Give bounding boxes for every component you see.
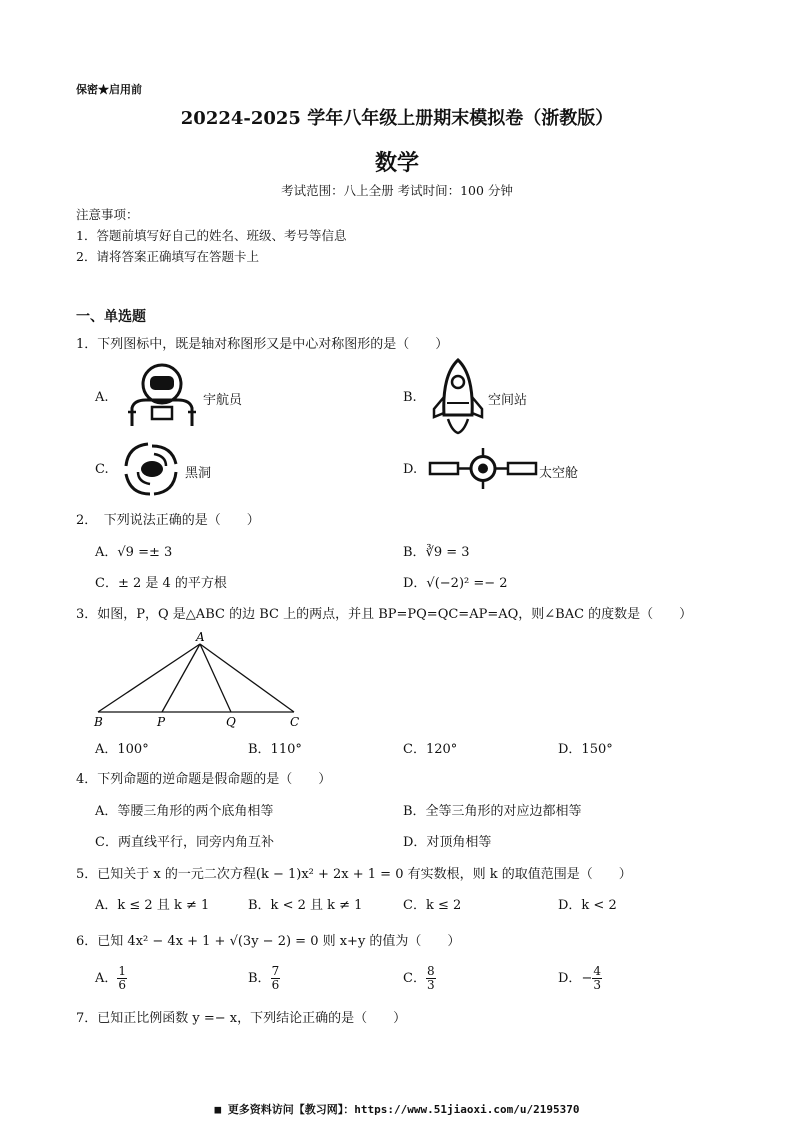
q1-option-d-letter: D. [403, 462, 418, 477]
exam-scope: 考试范围：八上全册 考试时间：100 分钟 [281, 183, 513, 198]
fraction-denominator: 6 [271, 978, 280, 992]
black-hole-icon [120, 438, 184, 500]
q6-option-c-letter: C． [403, 971, 426, 986]
q6-option-a-letter: A． [95, 971, 118, 986]
q1-option-b-letter: B. [403, 390, 417, 405]
subject-title: 数学 [374, 150, 419, 176]
q1-option-d-label: 太空舱 [539, 466, 579, 481]
q5-option-d: D．k < 2 [558, 898, 617, 913]
notes-item: 1．答题前填写好自己的姓名、班级、考号等信息 [76, 228, 347, 243]
point-q-label: Q [226, 715, 236, 729]
notes-block [76, 204, 346, 267]
question-1-stem: 1．下列图标中，既是轴对称图形又是中心对称图形的是（ ） [76, 337, 449, 352]
q4-option-c: C．两直线平行，同旁内角互补 [95, 835, 274, 850]
fraction-numerator: 7 [271, 964, 280, 978]
exam-title: 20224-2025 学年八年级上册期末模拟卷（浙教版） [180, 108, 614, 129]
q1-option-a-label: 宇航员 [203, 393, 243, 408]
fraction-numerator: 4 [593, 964, 601, 978]
fraction-denominator: 3 [593, 978, 601, 992]
q6-option-a-fraction [117, 965, 127, 992]
q2-option-c: C．± 2 是 4 的平方根 [95, 576, 227, 591]
question-5-stem: 5．已知关于 x 的一元二次方程(k − 1)x² + 2x + 1 = 0 有实数根，则 k 的取值范围是（ ） [76, 867, 632, 882]
fraction-numerator: 8 [426, 964, 435, 978]
footer-link[interactable]: ■ 更多资料访问【教习网】：https://www.51jiaoxi.com/u/2195370 [214, 1103, 580, 1116]
q6-option-b [248, 965, 280, 992]
q3-option-a: A．100° [95, 742, 149, 757]
q4-option-a: A．等腰三角形的两个底角相等 [95, 804, 274, 819]
q6-option-d-sign: − [581, 971, 593, 986]
q6-option-d [558, 965, 602, 992]
q6-option-b-letter: B． [248, 971, 271, 986]
notes-item: 2．请将答案正确填写在答题卡上 [76, 249, 259, 264]
q6-option-b-fraction [271, 965, 281, 992]
q6-option-c [403, 965, 436, 992]
q2-option-d: D．√(−2)² =− 2 [403, 576, 508, 591]
vertex-b-label: B [94, 715, 103, 729]
q6-option-c-fraction [426, 965, 436, 992]
question-6-stem: 6．已知 4x² − 4x + 1 + √(3y − 2) = 0 则 x+y 的值为（ ） [76, 934, 461, 949]
question-3-stem: 3．如图，P，Q 是△ABC 的边 BC 上的两点，并且 BP=PQ=QC=AP=AQ，则∠BAC 的度数是（ ） [76, 607, 693, 622]
astronaut-icon [126, 362, 198, 428]
q3-option-b: B．110° [248, 742, 302, 757]
point-p-label: P [157, 715, 166, 729]
question-4-stem: 4．下列命题的逆命题是假命题的是（ ） [76, 772, 332, 787]
fraction-denominator: 3 [426, 978, 435, 992]
q3-option-c: C．120° [403, 742, 458, 757]
q1-option-c-label: 黑洞 [185, 466, 212, 481]
fraction-numerator: 1 [118, 964, 127, 978]
q6-option-a [95, 965, 127, 992]
q2-option-b: B．∛9 = 3 [403, 545, 470, 560]
confidential-label: 保密★启用前 [76, 83, 142, 96]
q3-option-d: D．150° [558, 742, 613, 757]
rocket-icon [428, 357, 488, 435]
vertex-a-label: A [196, 630, 205, 644]
q4-option-b: B．全等三角形的对应边都相等 [403, 804, 582, 819]
question-7-stem: 7．已知正比例函数 y =− x，下列结论正确的是（ ） [76, 1011, 407, 1026]
q5-option-b: B．k < 2 且 k ≠ 1 [248, 898, 363, 913]
q5-option-a: A．k ≤ 2 且 k ≠ 1 [95, 898, 210, 913]
triangle-figure [90, 630, 310, 729]
q1-option-a-letter: A. [95, 390, 109, 405]
section-heading: 一、单选题 [76, 309, 146, 325]
fraction-denominator: 6 [118, 978, 127, 992]
q1-option-c-letter: C. [95, 462, 109, 477]
satellite-icon [428, 446, 538, 492]
q6-option-d-fraction [592, 965, 602, 992]
q6-option-d-letter: D． [558, 971, 582, 986]
q4-option-d: D．对顶角相等 [403, 835, 492, 850]
vertex-c-label: C [290, 715, 300, 729]
notes-heading: 注意事项： [76, 207, 139, 222]
q1-option-b-label: 空间站 [488, 393, 528, 408]
q2-option-a: A．√9 =± 3 [95, 545, 173, 560]
question-2-stem: 2． 下列说法正确的是（ ） [76, 513, 260, 528]
q5-option-c: C．k ≤ 2 [403, 898, 462, 913]
